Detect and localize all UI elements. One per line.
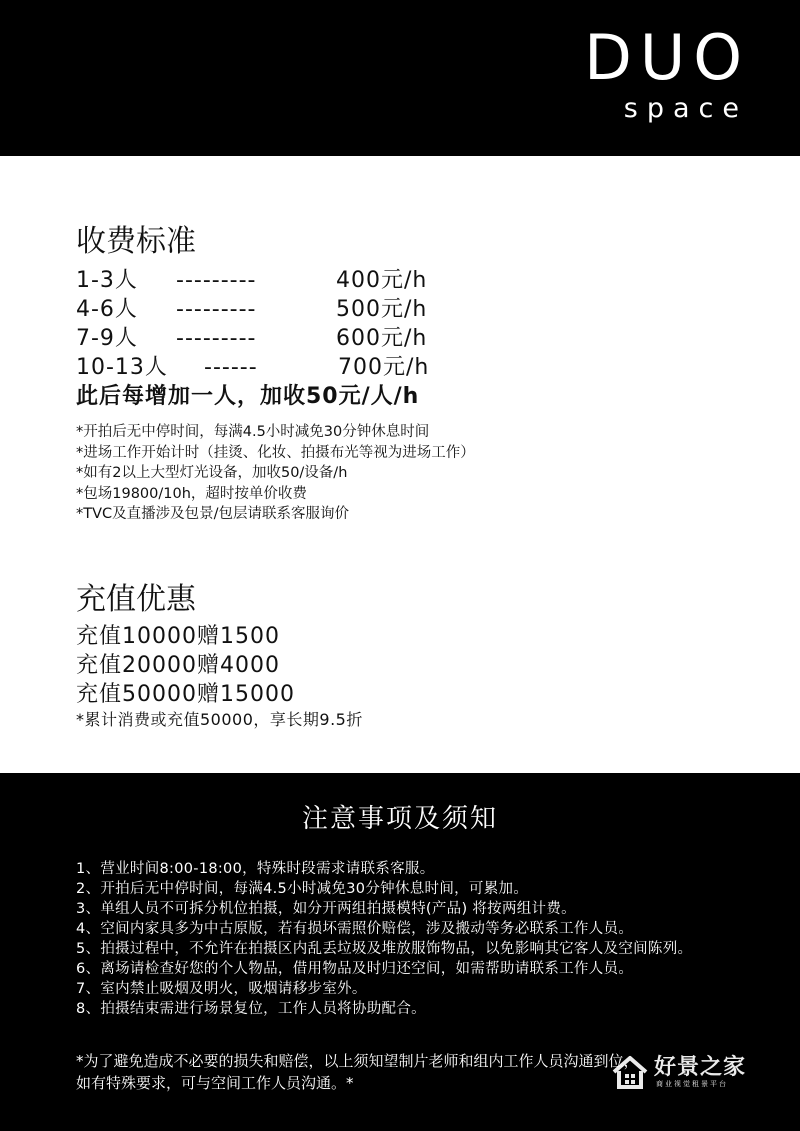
rule-item: 8、拍摄结束需进行场景复位，工作人员将协助配合。 [76,1001,426,1017]
hourly-price: 400元/h [336,268,428,293]
dash-separator: --------- [176,326,257,351]
recharge-offer: 充值10000赠1500 [76,624,280,649]
recharge-section [76,580,363,731]
pricing-note: *进场工作开始计时（挂烫、化妆、拍摄布光等视为进场工作） [76,444,475,461]
pricing-note: *包场19800/10h，超时按单价收费 [76,485,307,502]
hourly-price: 700元/h [338,355,430,380]
people-range: 1-3人 [76,268,138,293]
watermark-logo [610,1048,770,1100]
notice-rules [76,859,756,1019]
house-icon [610,1052,650,1092]
header-band [0,0,800,156]
rule-item: 2、开拍后无中停时间，每满4.5小时减免30分钟休息时间，可累加。 [76,881,529,897]
people-range: 7-9人 [76,326,138,351]
people-range: 10-13人 [76,355,168,380]
rule-item: 4、空间内家具多为中古原版，若有损坏需照价赔偿，涉及搬动等务必联系工作人员。 [76,921,634,937]
dash-separator: ------ [204,355,258,380]
rule-item: 3、单组人员不可拆分机位拍摄，如分开两组拍摄模特(产品) 将按两组计费。 [76,901,576,917]
brand-logo: DUO [584,21,750,94]
notice-band [0,773,800,1131]
footnote-line: *为了避免造成不必要的损失和赔偿，以上须知望制片老师和组内工作人员沟通到位， [76,1052,639,1070]
recharge-title: 充值优惠 [76,582,196,617]
people-range: 4-6人 [76,297,138,322]
pricing-note: *TVC及直播涉及包景/包层请联系客服询价 [76,506,350,522]
pricing-note: *开拍后无中停时间，每满4.5小时减免30分钟休息时间 [76,424,430,440]
rule-item: 7、室内禁止吸烟及明火，吸烟请移步室外。 [76,981,367,997]
pricing-title: 收费标准 [76,224,196,259]
pricing-section [76,222,475,525]
price-row [76,353,475,382]
hourly-price: 600元/h [336,326,428,351]
footnote-line: 如有特殊要求，可与空间工作人员沟通。* [76,1074,354,1092]
recharge-offer: 充值50000赠15000 [76,682,295,707]
hourly-price: 500元/h [336,297,428,322]
notice-title: 注意事项及须知 [301,804,498,834]
watermark-name: 好景之家 [654,1055,747,1080]
recharge-note: *累计消费或充值50000，享长期9.5折 [76,710,363,729]
price-row [76,266,475,295]
price-row [76,324,475,353]
price-row [76,295,475,324]
price-list [76,266,475,412]
extra-person-fee: 此后每增加一人，加收50元/人/h [76,384,420,409]
rule-item: 5、拍摄过程中，不允许在拍摄区内乱丢垃圾及堆放服饰物品，以免影响其它客人及空间陈列。 [76,941,693,957]
dash-separator: --------- [176,297,257,322]
rule-item: 1、营业时间8:00-18:00，特殊时段需求请联系客服。 [76,861,435,877]
recharge-offer: 充值20000赠4000 [76,653,280,678]
pricing-notes [76,422,475,525]
dash-separator: --------- [176,268,257,293]
pricing-note: *如有2以上大型灯光设备，加收50/设备/h [76,465,348,481]
watermark-tagline: 商业视觉租景平台 [656,1080,728,1088]
brand-subtitle: space [623,93,748,124]
rule-item: 6、离场请检查好您的个人物品，借用物品及时归还空间，如需帮助请联系工作人员。 [76,961,634,977]
